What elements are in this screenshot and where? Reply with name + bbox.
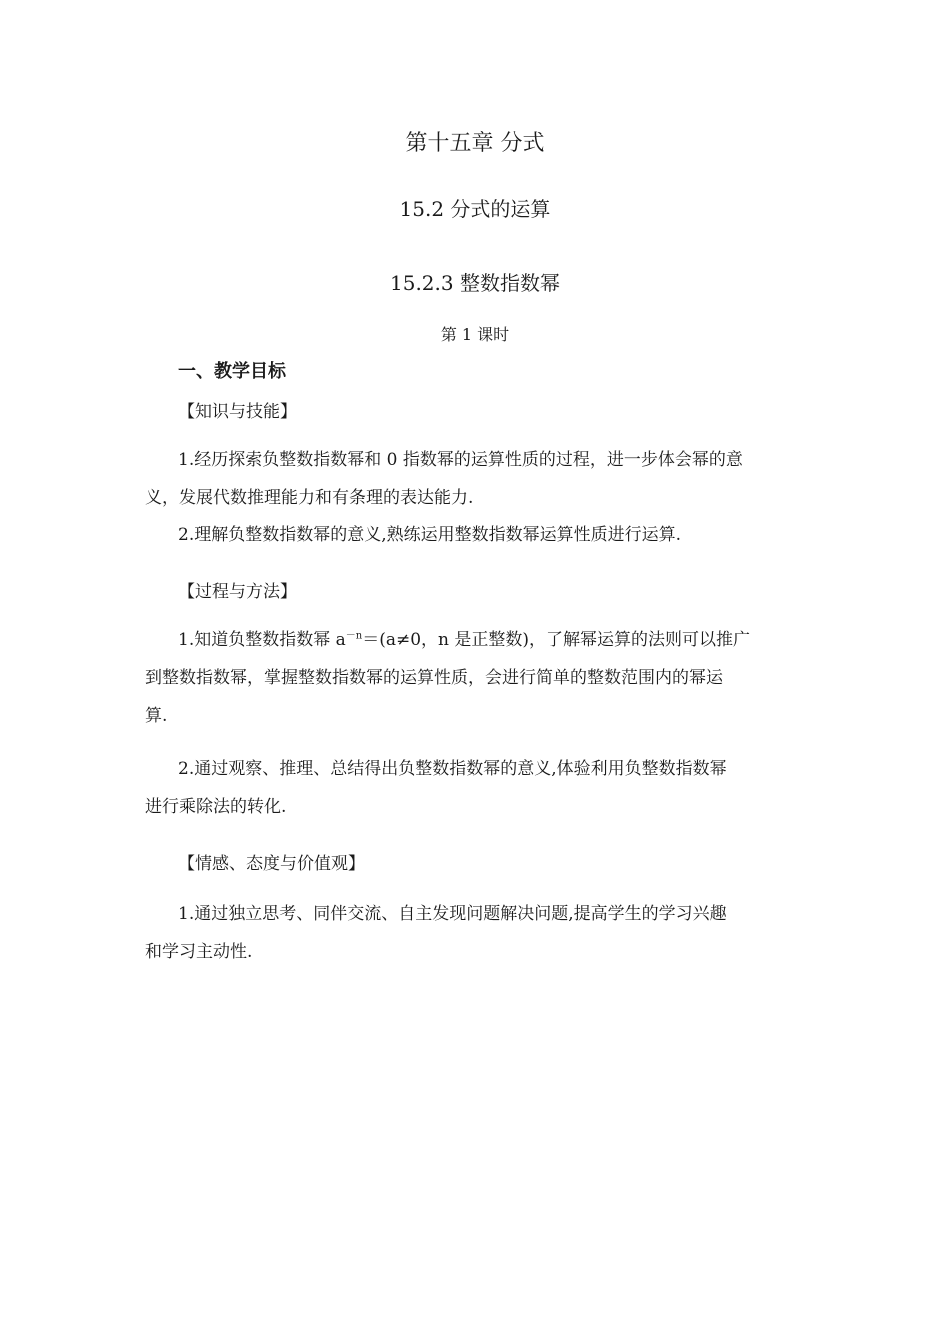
knowledge-paragraph-2 bbox=[145, 516, 805, 554]
text-line bbox=[145, 621, 805, 659]
text-line: 2.理解负整数指数幂的意义,熟练运用整数指数幂运算性质进行运算. bbox=[178, 525, 682, 545]
objectives-heading: 一、教学目标 bbox=[178, 361, 286, 382]
emotion-heading: 【情感、态度与价值观】 bbox=[178, 854, 365, 874]
subsection-title: 15.2.3 整数指数幂 bbox=[390, 271, 560, 295]
text-line: 2.通过观察、推理、总结得出负整数指数幂的意义,体验利用负整数指数幂 bbox=[178, 759, 727, 779]
text-line: 和学习主动性. bbox=[145, 942, 253, 962]
process-heading: 【过程与方法】 bbox=[178, 582, 297, 602]
formula-suffix: ＝(a≠0，n 是正整数)，了解幂运算的法则可以推广 bbox=[362, 630, 751, 650]
knowledge-paragraph-1 bbox=[145, 441, 805, 517]
lesson-label: 第 1 课时 bbox=[440, 325, 510, 344]
text-line: 义，发展代数推理能力和有条理的表达能力. bbox=[145, 488, 474, 508]
text-line: 算. bbox=[145, 706, 168, 726]
chapter-title: 第十五章 分式 bbox=[405, 131, 545, 156]
process-paragraph-1 bbox=[145, 621, 805, 735]
formula-exponent: －n bbox=[345, 630, 363, 642]
emotion-paragraph-1 bbox=[145, 895, 805, 971]
section-title: 15.2 分式的运算 bbox=[399, 197, 551, 221]
text-line: 进行乘除法的转化. bbox=[145, 797, 287, 817]
text-line: 1.通过独立思考、同伴交流、自主发现问题解决问题,提高学生的学习兴趣 bbox=[178, 904, 727, 924]
text-line: 1.经历探索负整数指数幂和 0 指数幂的运算性质的过程，进一步体会幂的意 bbox=[178, 450, 743, 470]
text-line: 到整数指数幂，掌握整数指数幂的运算性质，会进行简单的整数范围内的幂运 bbox=[145, 668, 723, 688]
knowledge-heading: 【知识与技能】 bbox=[178, 402, 297, 422]
process-paragraph-2 bbox=[145, 750, 805, 826]
formula-prefix: 1.知道负整数指数幂 a bbox=[178, 630, 346, 650]
